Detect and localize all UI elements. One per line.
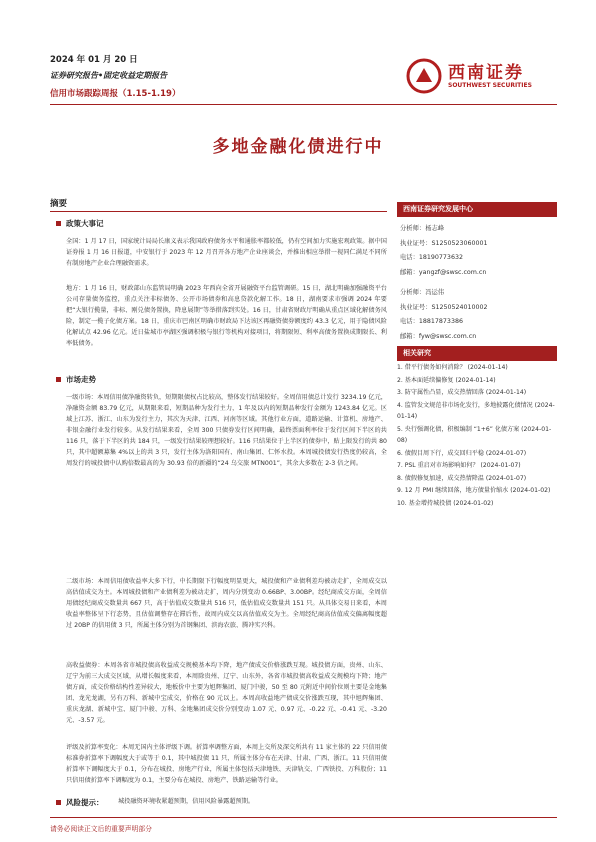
abstract-heading: 摘要: [50, 199, 68, 209]
research-center-heading: 西南证券研究发展中心: [397, 202, 557, 217]
paragraph: 地方：1 月 16 日，财政部山东监管局明确 2023 年西向全省开展融资平台监管调研。15 日，湖北明确加强融资平台公司存量债务监控，重点关注非标债务、公开市场债券和高息贷款化解工作。18 日，湖南要求市强调 2024 年要把“大银行揽量，非标、刚兑债务置换，降息展期”等举措落到实处。16 日，甘肃省财政厅明确从重点区域化解债务风险，制定一揽子化债方案。18 日，重庆市巴南区明确市财政局下达该区再融资债券额度约 43.3 亿元，用于隐债风险化解试点 42.96 亿元。近日盐城市亭湖区强调积极与银行等机构对接项目，将期限短、利率高债务置换成期限长、利率低债务。: [66, 285, 387, 347]
related-report-link[interactable]: 5. 央行强调化债，积极编制 “1+6” 化债方案 (2024-01-08): [397, 425, 552, 444]
paragraph: 评级及折算率变化：本周无国内主体评级下调。折算率调整方面，本周上交所及深交所共有 11 家主体的 22 只信用债标准券折算率下调幅度大于或等于 0.1，其中城投债 11 只，所属主体分布在天津、甘肃、广西、浙江。11 只信用债折算率下调幅度大于 0.1，分布在城投、房地产行业，所属主体包括天津地铁、天津轨交、广西铁投、万科股份；11 只信用债折算率下调幅度为 0.1，主要分布在城投、房地产、铁路运输等行业。: [66, 744, 387, 784]
related-report-link[interactable]: 3. 防守属性凸显，成交热情回落 (2024-01-14): [397, 389, 527, 396]
paragraph: 一级市场：本周信用债净融资转负，短期限债权占比较高，整体发行结果较好。全周信用债总计发行 3234.19 亿元，净融资金额 83.79 亿元，从期限来看，短期品种为发行主力，1 年及以内的短期品种发行金额为 1243.84 亿元。区域上江苏、浙江、山东为发行主力，其次为天津、江西、河南等区域。其他行业方面，道路运输、计算机、房地产、非银金融行业发行较多。从发行结果来看，全周 300 只债券发行区间明确，最终票面利率位于发行区间下半区的共 116 只，落于下半区的共 184 只，一级发行结果较理想较好。116 只结果位于上半区的债券中，贴上限发行的共 80 只，其中超额募集 4%以上的共 3 只，发行主体为洛阳国有、南山集团、仁怀水投。本周城投债发行热度仍较高，全周发行的城投债中认购倍数最高的为 30.93 倍的新疆的“24 乌交旅 MTN001”，其余大多数在 2-3 倍之间。: [66, 394, 387, 467]
related-report-link[interactable]: 10. 基金增持城投债 (2024-01-02): [397, 499, 494, 507]
related-report-link[interactable]: 8. 债假修复加速，成交热情降温 (2024-01-07): [397, 474, 527, 482]
analyst-license: 执业证号：S1250523060001: [400, 239, 488, 247]
footer-rule: [50, 817, 557, 818]
footer-disclaimer: 请务必阅读正文后的重要声明部分: [50, 825, 152, 833]
analyst-name: 分析师：杨志峰: [400, 225, 445, 232]
analyst-email[interactable]: 邮箱：yangzf@swsc.com.cn: [400, 268, 487, 276]
risk-text: 城投融资环境收紧超预期，信用风险暴露超预期。: [118, 798, 255, 805]
report-date: 2024 年 01 月 20 日: [50, 55, 138, 65]
related-report-link[interactable]: 6. 债假目周下行，成交回归平稳 (2024-01-07): [397, 449, 527, 457]
related-report-link[interactable]: 1. 借平行债务如何消除？ (2024-01-14): [397, 364, 508, 371]
abstract-rule: [50, 211, 387, 212]
report-title: 多地金融化债进行中: [212, 137, 384, 157]
related-research-list: [397, 362, 559, 510]
section-heading: 政策大事记: [66, 219, 104, 228]
paragraph: 二级市场：本周信用债收益率大多下行，中长期限下行幅度明显更大，城投债和产业债利差均被动走扩，全周成交以高估值成交为主。本周城投债和产业债利差为被动走扩，周内分别变动 0.66BP、3.00BP。经纪商成交方面，全周信用债经纪商成交数量共 667 只，高于估值成交数量共 516 只，低估值成交数量共 151 只。从具体交易日来看，本周收益率整体呈下行态势，且估值调整存在滞后性，故周内成交以高估值成交为主。全周经纪商高估值成交偏离幅度超过 20BP 的信用债 3 只，所属主体分别为首钢集团、滨海农旅、腾冲实兴科。: [66, 578, 387, 629]
risk-heading: 风险提示：: [66, 798, 104, 807]
logo-name: 西南证券: [448, 63, 524, 83]
analyst-name: 分析师：冯运伟: [400, 289, 445, 296]
logo-english-name: SOUTHWEST SECURITIES: [448, 82, 532, 89]
header-rule: [50, 104, 557, 105]
report-category: 证券研究报告•固定收益定期报告: [50, 71, 168, 80]
logo-emblem-icon: [406, 58, 442, 94]
analyst-card: [400, 222, 557, 344]
related-report-link[interactable]: 9. 12 月 PMI 继续回落，地方债量价缩水 (2024-01-02): [397, 487, 551, 494]
analyst-email[interactable]: 邮箱：fyw@swsc.com.cn: [400, 332, 477, 340]
bullet-icon: [56, 377, 61, 382]
related-report-link[interactable]: 4. 监管发文规范非市场化发行，多地披露化债情况 (2024-01-14): [397, 401, 555, 420]
paragraph: 全国：1 月 17 日，国家统计局局长康义表示我国政府债务水平和通胀率都较低，仍有空间加力实施宏观政策。据中国证券报 1 月 16 日报道，中安银行于 2023 年 12 月召开各方地产企业座谈会，并推出相应举措一视同仁满足不同所有制房地产企业合理融资需求。: [66, 238, 387, 267]
paragraph: 高收益债券：本周各省市城投债高收益成交规模基本均下降，地产债成交价格涨跌互现。城投债方面，贵州、山东、辽宁为前三大成交区域，从增长幅度来看，本周除贵州、辽宁、山东外，各省市城投债高收益成交规模均下降；地产债方面，成交价格结构性差异较大，地板价中主要为旭辉集团、厦门中骏，50 至 80 元附近中间价位则主要是金地集团、龙光龙湖，另有万科、新城中宝成交，价格在 90 元以上。本周高收益地产债成交价涨跌互现，其中旭辉集团、重庆龙湖、新城中宝、厦门中骏、万科、金地集团成交价分别变动 1.07 元、0.97 元、-0.22 元、-0.41 元、-3.20 元、-3.57 元。: [66, 662, 387, 724]
related-report-link[interactable]: 2. 基本面延续偏修复 (2024-01-14): [397, 376, 496, 384]
related-research-heading: 相关研究: [397, 346, 557, 361]
analyst-license: 执业证号：S1250524010002: [400, 303, 488, 311]
report-subtitle: 信用市场跟踪周报（1.15-1.19）: [50, 89, 181, 99]
section-heading: 市场走势: [66, 375, 96, 384]
bullet-icon: [56, 800, 61, 805]
company-logo: [406, 58, 556, 98]
bullet-icon: [56, 221, 61, 226]
analyst-phone: 电话：18817873386: [400, 318, 463, 325]
related-report-link[interactable]: 7. PSL 重启对市场影响如何？ (2024-01-07): [397, 462, 521, 469]
analyst-phone: 电话：18190773632: [400, 254, 463, 261]
